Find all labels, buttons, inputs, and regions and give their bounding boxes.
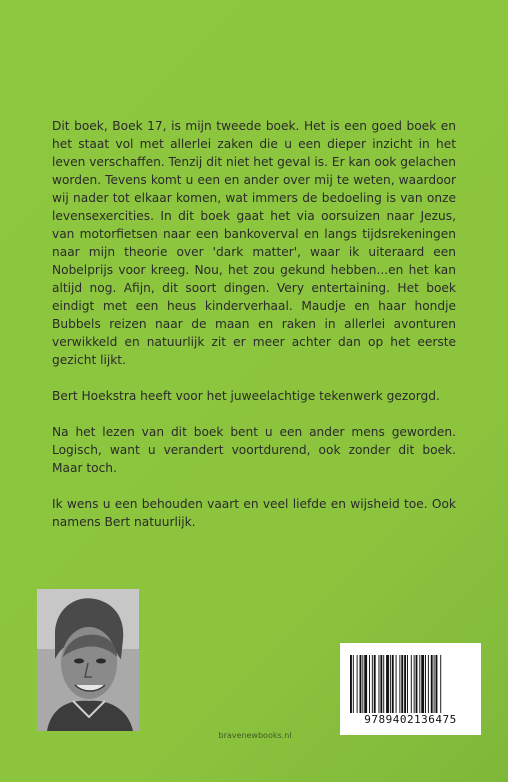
barcode-bar: [390, 655, 391, 713]
barcode-bar: [428, 655, 429, 713]
barcode-bar: [421, 655, 424, 713]
barcode-bar: [407, 655, 408, 713]
barcode-bar: [353, 655, 354, 713]
blurb-text: [52, 117, 456, 549]
barcode-bar: [419, 655, 420, 713]
barcode-bar: [396, 655, 397, 713]
barcode-bar: [383, 655, 384, 713]
barcode-bar: [436, 655, 438, 713]
barcode-bar: [374, 655, 376, 713]
barcode-bar: [362, 655, 363, 713]
barcode-bar: [350, 655, 352, 713]
barcode-bar: [440, 655, 441, 713]
barcode-bar: [379, 655, 380, 713]
barcode-bar: [372, 655, 373, 713]
blurb-paragraph-1: Dit boek, Boek 17, is mijn tweede boek. Het is een goed boek en het staat vol met allerlei zaken die u een dieper inzicht in het leven verschaffen. Tenzij dit niet het geval is. Er kan ook gelachen worden. Tevens komt u een en ander over mij te weten, waardoor wij nader tot elkaar komen, wat immers de bedoeling is van onze levensexercities. In dit boek gaat het via oorsuizen naar Jezus, van motorfietsen naar een bankoverval en langs tijdsrekeningen naar mijn theorie over 'dark matter', waar ik uiteraard een Nobelprijs voor kreeg. Nou, het zou gekund hebben...en het kan altijd nog. Afijn, dit soort dingen. Very entertaining. Het boek eindigt met een heus kinderverhaal. Maudje en haar hondje Bubbels reizen naar de maan en raken in allerlei avonturen verwikkeld en natuurlijk zit er meer achter dan op het eerste gezicht lijkt.: [52, 119, 456, 367]
barcode-bar: [431, 655, 433, 713]
barcode-bar: [380, 655, 382, 713]
barcode-bar: [392, 655, 394, 713]
barcode-bar: [401, 655, 403, 713]
barcode-bar: [369, 655, 370, 713]
blurb-paragraph-4: Ik wens u een behouden vaart en veel liefde en wijsheid toe. Ook namens Bert natuurlijk.: [52, 497, 456, 529]
isbn-number: 9789402136475: [364, 713, 457, 726]
barcode-bar: [386, 655, 389, 713]
barcode-bar: [357, 655, 358, 713]
barcode-label: [340, 643, 481, 735]
author-photo: [37, 589, 139, 731]
barcode-bar: [399, 655, 400, 713]
barcode: [349, 655, 471, 713]
barcode-bar: [411, 655, 412, 713]
barcode-bar: [360, 655, 362, 713]
barcode-bar: [364, 655, 367, 713]
barcode-bar: [434, 655, 435, 713]
blurb-paragraph-3: Na het lezen van dit boek bent u een ander mens geworden. Logisch, want u verandert voortdurend, ook zonder dit boek. Maar toch.: [52, 425, 456, 475]
barcode-bar: [416, 655, 418, 713]
blurb-paragraph-2: Bert Hoekstra heeft voor het juweelachtige tekenwerk gezorgd.: [52, 389, 440, 403]
publisher-website: bravenewbooks.nl: [218, 731, 292, 740]
barcode-bar: [425, 655, 426, 713]
author-portrait-illustration: [37, 589, 139, 731]
barcode-bar: [404, 655, 406, 713]
barcode-bar: [414, 655, 415, 713]
